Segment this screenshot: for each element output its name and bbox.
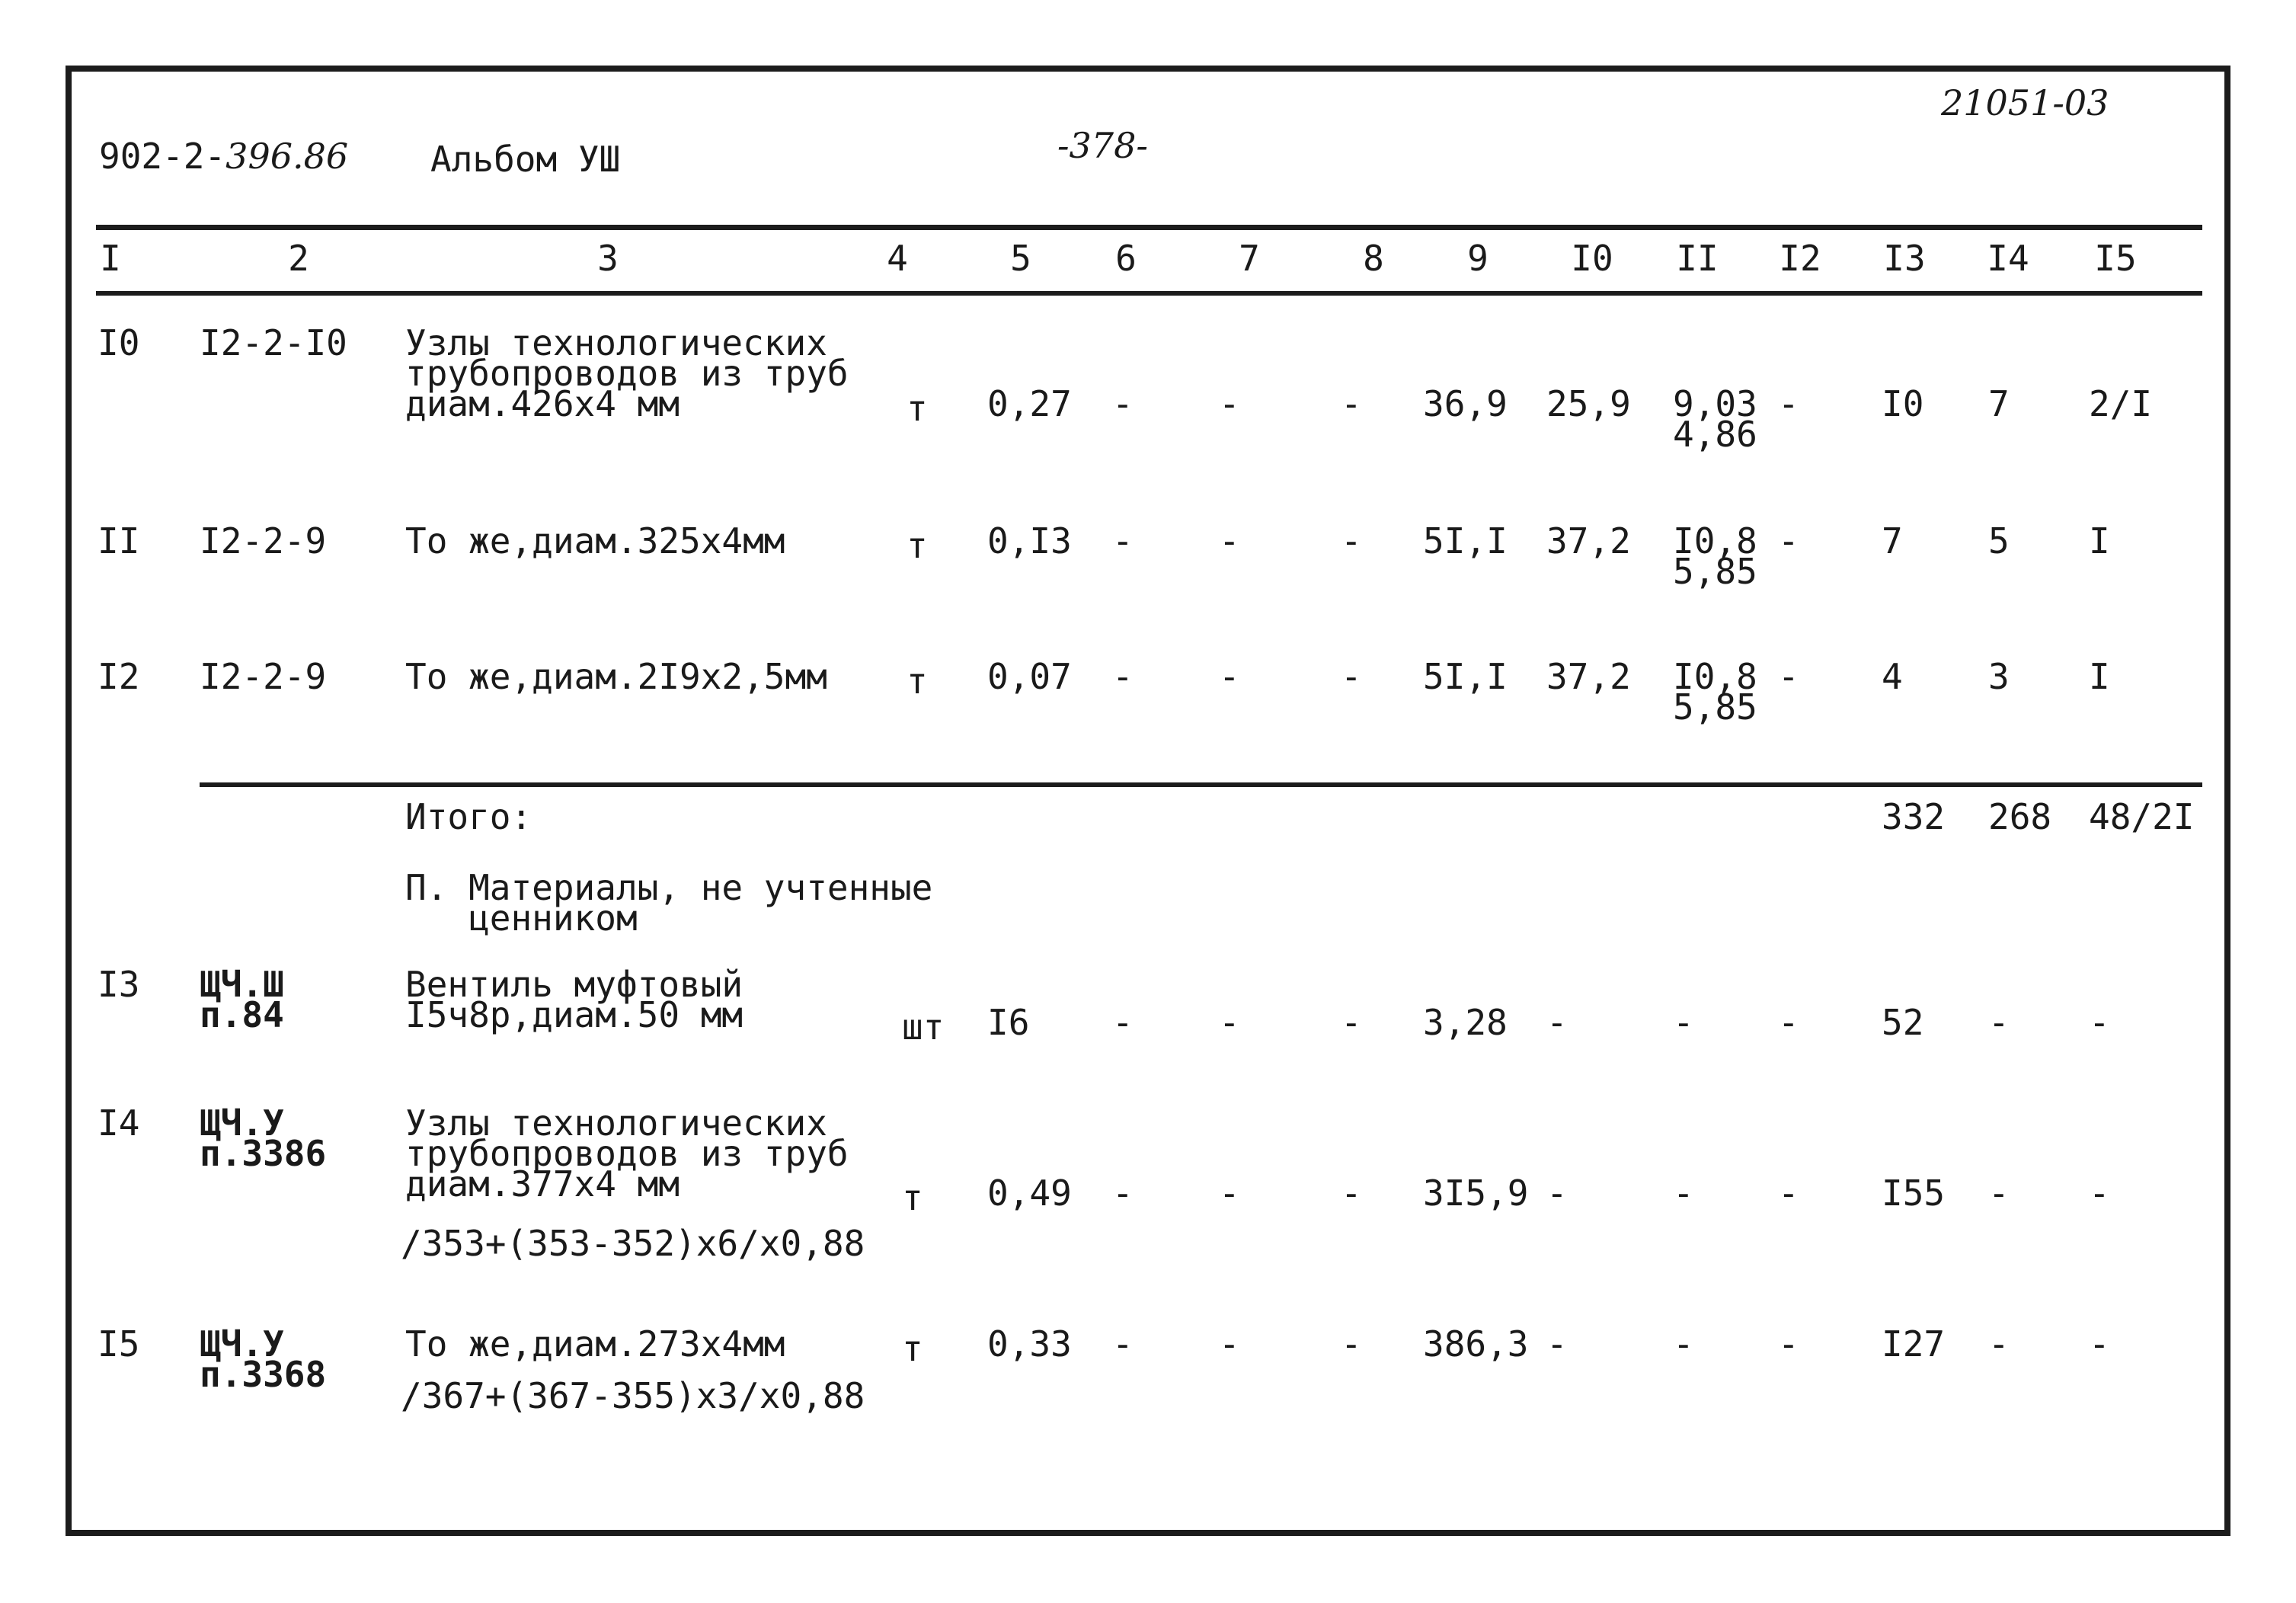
row-cell-c13: 4 (1882, 656, 1903, 697)
row-quantity: 0,33 (987, 1323, 1072, 1365)
row-cell-c6: - (1112, 1323, 1134, 1365)
row-description: Узлы технологических трубопроводов из труб диам.377x4 мм (405, 1102, 849, 1205)
row-cell-c6: - (1112, 1173, 1134, 1214)
header-top-rule (96, 225, 2202, 230)
row-cell-c8: - (1341, 656, 1362, 697)
row-cell-c10: 37,2 (1546, 520, 1631, 562)
row-cell-c10: - (1546, 1323, 1568, 1365)
total-col13: 332 (1882, 796, 1946, 837)
header-bottom-rule (96, 291, 2202, 296)
row-cell-c15: I (2089, 656, 2110, 697)
column-header-2: 2 (288, 238, 309, 279)
row-cell-c8: - (1341, 1002, 1362, 1043)
row-cell-c9: 5I,I (1423, 656, 1508, 697)
column-header-6: 6 (1115, 238, 1137, 279)
row-cell-c7: - (1219, 1002, 1240, 1043)
row-quantity: 0,07 (987, 656, 1072, 697)
row-cell-c14: 3 (1988, 656, 2010, 697)
row-cell-c10: 37,2 (1546, 656, 1631, 697)
row-cell-c15: I (2089, 520, 2110, 562)
doc-code: 902-2-396.86 (99, 136, 349, 177)
row-unit: т (902, 1328, 923, 1369)
column-header-10: I0 (1571, 238, 1613, 279)
row-code: ЩЧ.Ш п.84 (200, 964, 284, 1035)
total-col14: 268 (1988, 796, 2052, 837)
row-cell-c10: - (1546, 1173, 1568, 1214)
page-number: -378- (1057, 125, 1148, 166)
row-cell-c8: - (1341, 520, 1362, 562)
row-cell-c8: - (1341, 1323, 1362, 1365)
row-cell-c12: - (1778, 1173, 1799, 1214)
row-description: То же,диам.273x4мм (405, 1323, 785, 1365)
column-header-4: 4 (887, 238, 908, 279)
row-unit: шт (902, 1006, 945, 1048)
row-cell-c13: 52 (1882, 1002, 1924, 1043)
row-cell-c12: - (1778, 1323, 1799, 1365)
row-quantity: 0,I3 (987, 520, 1072, 562)
row-cell-c14: - (1988, 1002, 2010, 1043)
row-cell-c15: - (2089, 1173, 2110, 1214)
row-cell-c9: 36,9 (1423, 383, 1508, 424)
row-number: I0 (98, 322, 140, 363)
row-cell-c6: - (1112, 656, 1134, 697)
row-cell-c7: - (1219, 1323, 1240, 1365)
row-cell-c7: - (1219, 520, 1240, 562)
column-header-7: 7 (1239, 238, 1260, 279)
total-label: Итого: (405, 796, 532, 837)
row-cell-c6: - (1112, 1002, 1134, 1043)
column-header-13: I3 (1883, 238, 1926, 279)
column-header-8: 8 (1363, 238, 1384, 279)
row-unit: т (907, 525, 928, 566)
row-cell-c14: 7 (1988, 383, 2010, 424)
row-cell-c10: 25,9 (1546, 383, 1631, 424)
row-cell-c11: I0,8 5,85 (1673, 520, 1757, 592)
row-cell-c13: I55 (1882, 1173, 1946, 1214)
row-description: То же,диам.325x4мм (405, 520, 785, 562)
row-number: I5 (98, 1323, 140, 1365)
row-cell-c12: - (1778, 1002, 1799, 1043)
row-quantity: 0,27 (987, 383, 1072, 424)
row-cell-c11: 9,03 4,86 (1673, 383, 1757, 455)
row-code: ЩЧ.У п.3368 (200, 1323, 327, 1395)
row-cell-c11: - (1673, 1002, 1694, 1043)
row-cell-c13: I0 (1882, 383, 1924, 424)
stamp-number: 21051-03 (1941, 82, 2109, 123)
row-number: II (98, 520, 140, 562)
column-header-11: II (1676, 238, 1719, 279)
row-number: I3 (98, 964, 140, 1005)
row-cell-c14: - (1988, 1323, 2010, 1365)
row-unit: т (907, 661, 928, 702)
row-cell-c11: I0,8 5,85 (1673, 656, 1757, 728)
row-cell-c14: - (1988, 1173, 2010, 1214)
row-cell-c6: - (1112, 520, 1134, 562)
album-label: Альбом УШ (430, 139, 621, 180)
column-header-14: I4 (1987, 238, 2029, 279)
row-code: I2-2-9 (200, 520, 327, 562)
column-header-5: 5 (1010, 238, 1031, 279)
row-description: Вентиль муфтовый I5ч8р,диам.50 мм (405, 964, 743, 1035)
row-number: I2 (98, 656, 140, 697)
row-cell-c12: - (1778, 383, 1799, 424)
row-quantity: I6 (987, 1002, 1030, 1043)
row-cell-c11: - (1673, 1323, 1694, 1365)
row-cell-c11: - (1673, 1173, 1694, 1214)
total-col15: 48/2I (2089, 796, 2195, 837)
row-cell-c6: - (1112, 383, 1134, 424)
row-cell-c9: 3,28 (1423, 1002, 1508, 1043)
row-unit: т (907, 388, 928, 429)
row-cell-c10: - (1546, 1002, 1568, 1043)
row-cell-c15: - (2089, 1323, 2110, 1365)
row-cell-c7: - (1219, 383, 1240, 424)
column-header-3: 3 (597, 238, 619, 279)
row-number: I4 (98, 1102, 140, 1144)
row-unit: т (902, 1177, 923, 1218)
column-header-15: I5 (2094, 238, 2137, 279)
row-cell-c9: 386,3 (1423, 1323, 1529, 1365)
row-cell-c15: 2/I (2089, 383, 2153, 424)
row-cell-c12: - (1778, 656, 1799, 697)
row-cell-c9: 3I5,9 (1423, 1173, 1529, 1214)
row-code: I2-2-I0 (200, 322, 347, 363)
row-cell-c13: 7 (1882, 520, 1903, 562)
row-description: То же,диам.2I9x2,5мм (405, 656, 827, 697)
column-header-1: I (100, 238, 121, 279)
row-code: I2-2-9 (200, 656, 327, 697)
row-cell-c12: - (1778, 520, 1799, 562)
row-cell-c15: - (2089, 1002, 2110, 1043)
row-cell-c8: - (1341, 383, 1362, 424)
total-rule (200, 782, 2202, 787)
row-description: Узлы технологических трубопроводов из труб диам.426x4 мм (405, 322, 849, 424)
row-cell-c9: 5I,I (1423, 520, 1508, 562)
row-cell-c8: - (1341, 1173, 1362, 1214)
row-cell-c14: 5 (1988, 520, 2010, 562)
row-cell-c7: - (1219, 656, 1240, 697)
row-cell-c7: - (1219, 1173, 1240, 1214)
section-title: П. Материалы, не учтенные ценником (405, 867, 933, 939)
row-cell-c13: I27 (1882, 1323, 1946, 1365)
row-quantity: 0,49 (987, 1173, 1072, 1214)
row-formula: /353+(353-352)x6/x0,88 (401, 1223, 865, 1264)
row-formula: /367+(367-355)x3/x0,88 (401, 1375, 865, 1416)
column-header-9: 9 (1467, 238, 1489, 279)
column-header-12: I2 (1779, 238, 1821, 279)
row-code: ЩЧ.У п.3386 (200, 1102, 327, 1174)
